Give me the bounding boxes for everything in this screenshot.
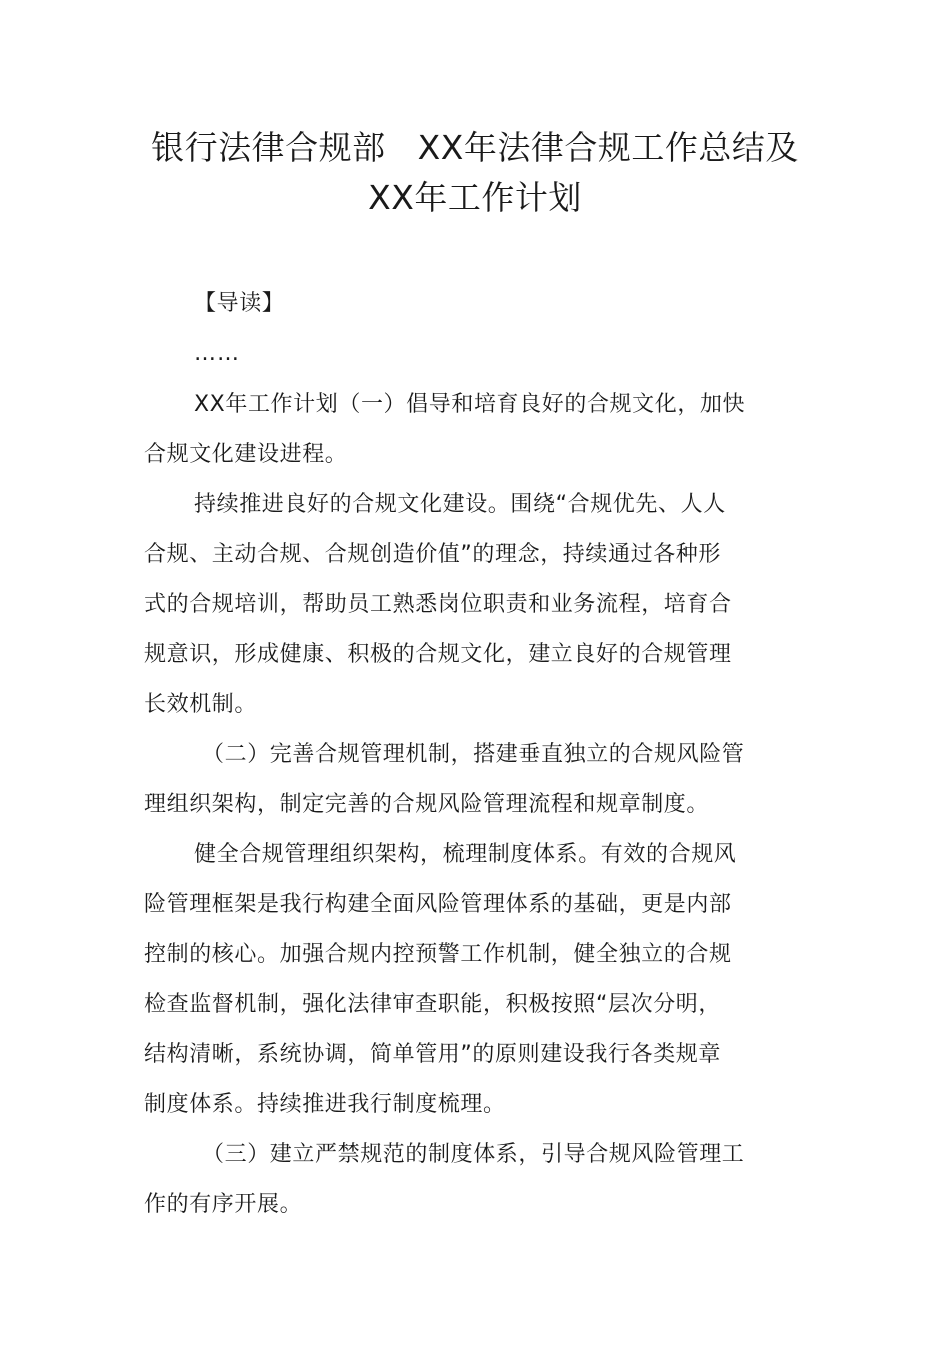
title-subject: XX年法律合规工作总结及 bbox=[417, 128, 799, 167]
lead-ellipsis: …… bbox=[194, 341, 240, 366]
paragraph-line: XX年工作计划（一）倡导和培育良好的合规文化，加快 bbox=[194, 392, 746, 417]
paragraph-line: 控制的核心。加强合规内控预警工作机制，健全独立的合规 bbox=[144, 942, 732, 967]
document-title-line2: XX年工作计划 bbox=[368, 178, 582, 217]
paragraph-line: 制度体系。持续推进我行制度梳理。 bbox=[144, 1092, 506, 1117]
paragraph-line: 险管理框架是我行构建全面风险管理体系的基础，更是内部 bbox=[144, 892, 732, 917]
paragraph-line: 合规、主动合规、合规创造价值”的理念，持续通过各种形 bbox=[144, 542, 721, 567]
paragraph-line: 持续推进良好的合规文化建设。围绕“合规优先、人人 bbox=[194, 492, 726, 517]
section-heading-line: （二）完善合规管理机制，搭建垂直独立的合规风险管 bbox=[202, 742, 745, 767]
paragraph-line: 结构清晰，系统协调，简单管用”的原则建设我行各类规章 bbox=[144, 1042, 721, 1067]
document-title-line1 bbox=[0, 122, 950, 169]
body-content bbox=[144, 380, 754, 1230]
lead-label: 【导读】 bbox=[194, 291, 285, 316]
paragraph-line: 合规文化建设进程。 bbox=[144, 442, 348, 467]
paragraph-line: 作的有序开展。 bbox=[144, 1192, 303, 1217]
paragraph-line: 检查监督机制，强化法律审查职能，积极按照“层次分明， bbox=[144, 992, 721, 1017]
section-heading-line: （三）建立严禁规范的制度体系，引导合规风险管理工 bbox=[202, 1142, 745, 1167]
lead-section bbox=[144, 279, 754, 379]
paragraph-line: 规意识，形成健康、积极的合规文化，建立良好的合规管理 bbox=[144, 642, 732, 667]
paragraph-line: 健全合规管理组织架构，梳理制度体系。有效的合规风 bbox=[194, 842, 737, 867]
title-department: 银行法律合规部 bbox=[151, 128, 386, 167]
paragraph-line: 长效机制。 bbox=[144, 692, 258, 717]
paragraph-line: 理组织架构，制定完善的合规风险管理流程和规章制度。 bbox=[144, 792, 710, 817]
paragraph-line: 式的合规培训，帮助员工熟悉岗位职责和业务流程，培育合 bbox=[144, 592, 732, 617]
